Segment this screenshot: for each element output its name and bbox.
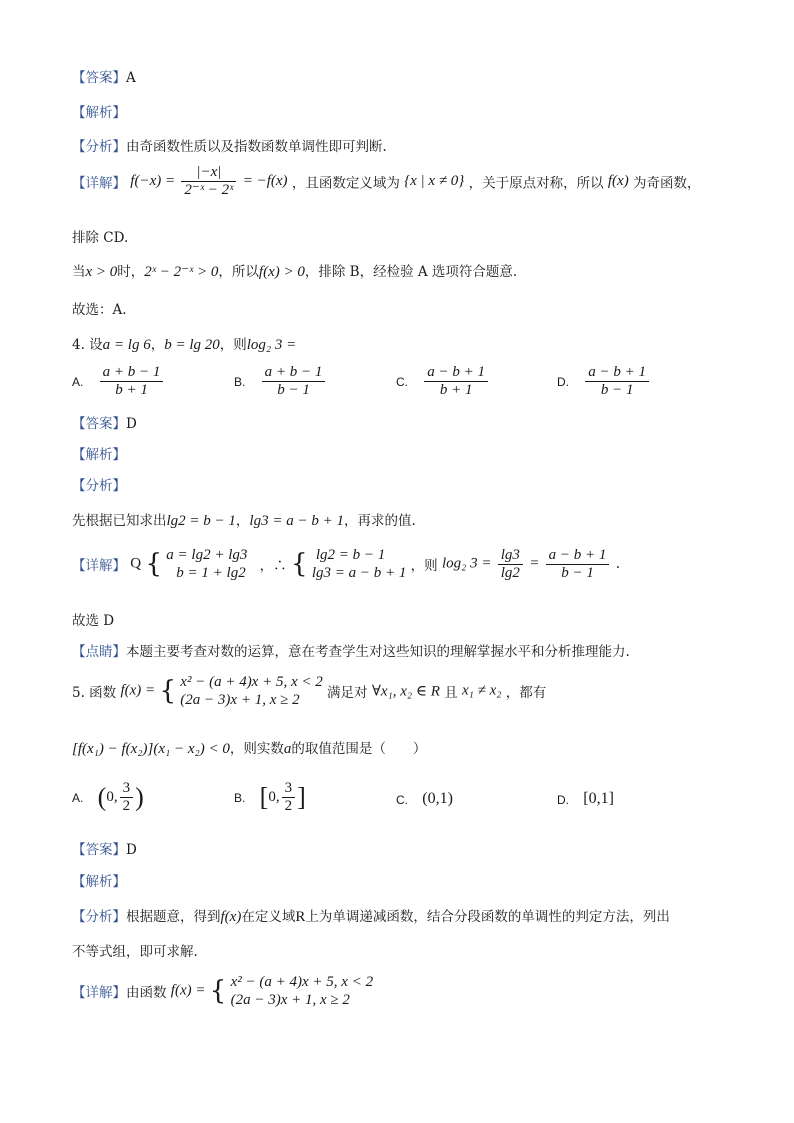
fx: f(x) =: [120, 682, 156, 699]
q3-line2: 排除 CD.: [72, 230, 129, 246]
option-fraction: [120, 780, 134, 815]
stem-a-eq: a = lg 6: [102, 337, 151, 353]
frac-lg-num: lg3: [498, 547, 523, 565]
q4-option-d: [557, 364, 651, 399]
piecewise-case-2: (2a − 3)x + 1, x ≥ 2: [180, 692, 300, 708]
q4-option-a: [72, 364, 165, 399]
stem-a: 4. 设: [72, 337, 103, 353]
option-fraction: [262, 364, 326, 399]
piecewise-case-1: x² − (a + 4)x + 5, x < 2: [230, 974, 374, 990]
stem-log: log₂ 3 =: [246, 337, 297, 353]
eq-lhs: f(−x) =: [130, 173, 176, 189]
fenxi-a: 根据题意，得到: [126, 909, 221, 925]
q4-fenxi-tag: 【分析】: [72, 478, 126, 494]
log-expr: log₂ 3 =: [441, 555, 492, 572]
option-label: D.: [557, 374, 569, 389]
line3-d: ，排除 B，经检验 A 选项符合题意.: [304, 264, 518, 280]
open-paren: (: [97, 782, 107, 812]
piecewise: [180, 673, 322, 709]
option-value: (0,1): [422, 790, 453, 807]
option-num: a + b − 1: [262, 364, 326, 382]
q4-option-b: [234, 364, 327, 399]
stem-c: 且: [444, 685, 458, 701]
stem-a: 5. 函数: [72, 685, 117, 701]
period: .: [615, 556, 620, 572]
left-brace: {: [209, 976, 227, 1006]
q4-stem: [72, 333, 296, 354]
text-b: ，关于原点对称，所以: [468, 175, 604, 192]
fenxi-tag: 【分析】: [72, 909, 126, 925]
line3-cond: x > 0: [85, 264, 118, 280]
q4-choose: 故选 D: [72, 613, 115, 629]
fraction-denominator: 2⁻ˣ − 2ˣ: [184, 182, 234, 198]
q4-fenxi-text: [72, 509, 416, 530]
answer-tag: 【答案】: [72, 842, 126, 858]
system-1-line-1: a = lg2 + lg3: [166, 547, 248, 563]
option-label: A.: [72, 790, 84, 805]
frac-num: 3: [282, 780, 296, 798]
fenxi-text: 由奇函数性质以及指数函数单调性即可判断.: [126, 139, 387, 155]
option-num: a − b + 1: [585, 364, 649, 382]
close-paren: ): [135, 782, 144, 812]
line3-fx: f(x) > 0: [258, 264, 305, 280]
frac-result-den: b − 1: [561, 564, 594, 581]
therefore: ，∴: [259, 558, 287, 574]
q5-xiangjie: [72, 973, 373, 1009]
q5-answer: [72, 838, 137, 858]
fx: f(x): [607, 173, 629, 189]
stem-b-eq: b = lg 20: [164, 337, 220, 353]
option-label: C.: [396, 374, 408, 389]
piecewise: [231, 973, 373, 1009]
eq-fraction: [181, 164, 236, 199]
answer-tag: 【答案】: [72, 70, 126, 86]
fenxi-tag: 【分析】: [72, 139, 126, 155]
option-label: D.: [557, 792, 569, 807]
open-bracket: [: [259, 782, 269, 812]
answer-value: A: [126, 70, 136, 86]
dianjing-tag: 【点睛】: [72, 644, 126, 660]
option-label: A.: [72, 374, 84, 389]
fenxi-c: 上为单调递减函数，结合分段函数的单调性的判定方法，列出: [305, 909, 670, 925]
q4-analysis-tag: 【解析】: [72, 447, 126, 463]
zero-comma: 0,: [106, 789, 118, 805]
frac-lg-den: lg2: [500, 564, 520, 581]
xiangjie-tag: 【详解】: [72, 558, 126, 574]
frac-lg: [498, 547, 523, 582]
stem-sep: ，: [150, 337, 165, 353]
left-brace: {: [159, 676, 176, 706]
option-fraction: [282, 780, 296, 815]
system-2-line-2: lg3 = a − b + 1: [311, 565, 407, 581]
option-num: a + b − 1: [100, 364, 164, 382]
frac-result-num: a − b + 1: [546, 547, 610, 565]
eq-rhs: = −f(x): [242, 173, 288, 189]
q5-condition: [72, 737, 426, 758]
q4-xiangjie: [72, 546, 620, 582]
fraction-numerator: |−x|: [181, 164, 236, 182]
text-c: 为奇函数，: [633, 175, 701, 192]
frac-result: [546, 547, 610, 582]
domain-set: {x | x ≠ 0}: [404, 173, 465, 189]
fenxi-b: 在定义域: [241, 909, 296, 925]
zero-comma: 0,: [268, 789, 280, 805]
piecewise-case-1: x² − (a + 4)x + 5, x < 2: [180, 674, 323, 690]
xiangjie-tag: 【详解】: [72, 985, 126, 1001]
option-fraction: [585, 364, 649, 399]
stem-e: ，则实数: [229, 741, 284, 757]
fenxi-sep: ，: [235, 513, 250, 529]
fenxi-eq1: lg2 = b − 1: [166, 513, 236, 529]
option-label: B.: [234, 790, 246, 805]
answer-tag: 【答案】: [72, 416, 126, 432]
option-den: b − 1: [277, 382, 310, 398]
xiangjie-tag: 【详解】: [72, 175, 126, 192]
neq-expr: x₁ ≠ x₂: [462, 682, 502, 699]
condition-expr: [f(x₁) − f(x₂)](x₁ − x₂) < 0: [72, 741, 230, 757]
option-fraction: [100, 364, 164, 399]
option-value: [0,1]: [583, 790, 614, 807]
system-2-line-1: lg2 = b − 1: [315, 547, 386, 563]
xiangjie-a: 由函数: [126, 985, 167, 1001]
q3-answer: [72, 66, 136, 86]
fenxi-fx: f(x): [220, 909, 242, 925]
forall-expr: ∀x₁, x₂ ∈ R: [371, 683, 440, 700]
stem-d: ，都有: [505, 685, 547, 701]
piecewise-case-2: (2a − 3)x + 1, x ≥ 2: [230, 992, 350, 1008]
system-2: [312, 546, 407, 582]
q4-dianjing: [72, 640, 630, 660]
q5-option-b: [234, 780, 306, 815]
answer-value: D: [126, 416, 137, 432]
option-label: C.: [396, 792, 408, 807]
option-label: B.: [234, 374, 246, 389]
q5-stem: [72, 673, 546, 709]
answer-value: D: [126, 842, 137, 858]
q3-xiangjie: [72, 164, 701, 199]
dianjing-text: 本题主要考查对数的运算，意在考查学生对这些知识的理解掌握水平和分析推理能力.: [126, 644, 630, 660]
q5-fenxi: [72, 905, 670, 926]
line3-c: ，所以: [218, 264, 259, 280]
q4-answer: [72, 412, 137, 432]
then-text: ，则: [410, 558, 438, 574]
frac-num: 3: [120, 780, 134, 798]
variable-a: a: [283, 741, 292, 757]
q4-option-c: [396, 364, 490, 399]
line3-b: 时，: [117, 264, 145, 280]
frac-den: 2: [284, 798, 293, 814]
equals-sign: =: [529, 555, 540, 572]
line3-ineq: 2ˣ − 2⁻ˣ > 0: [144, 264, 219, 280]
q3-line3: [72, 260, 517, 281]
q3-fenxi: [72, 135, 387, 155]
because-symbol: Q: [130, 555, 142, 572]
option-num: a − b + 1: [424, 364, 488, 382]
option-fraction: [424, 364, 488, 399]
left-brace: {: [290, 549, 308, 579]
system-1-line-2: b = 1 + lg2: [176, 565, 246, 581]
xiangjie-fx: f(x) =: [170, 982, 206, 999]
stem-b: 满足对: [327, 685, 368, 701]
q5-analysis-tag: 【解析】: [72, 874, 126, 890]
system-1: [166, 546, 247, 582]
q5-option-c: [396, 790, 453, 808]
q3-choose: 故选：A.: [72, 302, 127, 318]
option-den: b + 1: [439, 382, 473, 398]
fenxi-eq2: lg3 = a − b + 1: [249, 513, 344, 529]
fenxi-a: 先根据已知求出: [72, 513, 167, 529]
frac-den: 2: [122, 798, 131, 814]
option-den: b + 1: [115, 382, 148, 398]
stem-c: ，则: [219, 337, 247, 353]
left-brace: {: [145, 549, 162, 579]
q5-option-a: [72, 780, 144, 815]
fenxi-b: ，再求的值.: [343, 513, 416, 529]
text-a: ，且函数定义域为: [291, 175, 400, 192]
line3-a: 当: [72, 264, 86, 280]
option-den: b − 1: [600, 382, 634, 398]
q5-fenxi-line2: 不等式组，即可求解.: [72, 944, 198, 960]
close-bracket: ]: [297, 782, 306, 812]
stem-f: 的取值范围是（ ）: [291, 741, 427, 757]
q3-analysis-tag: 【解析】: [72, 105, 126, 121]
q5-option-d: [557, 790, 614, 808]
fenxi-r: R: [295, 909, 306, 925]
